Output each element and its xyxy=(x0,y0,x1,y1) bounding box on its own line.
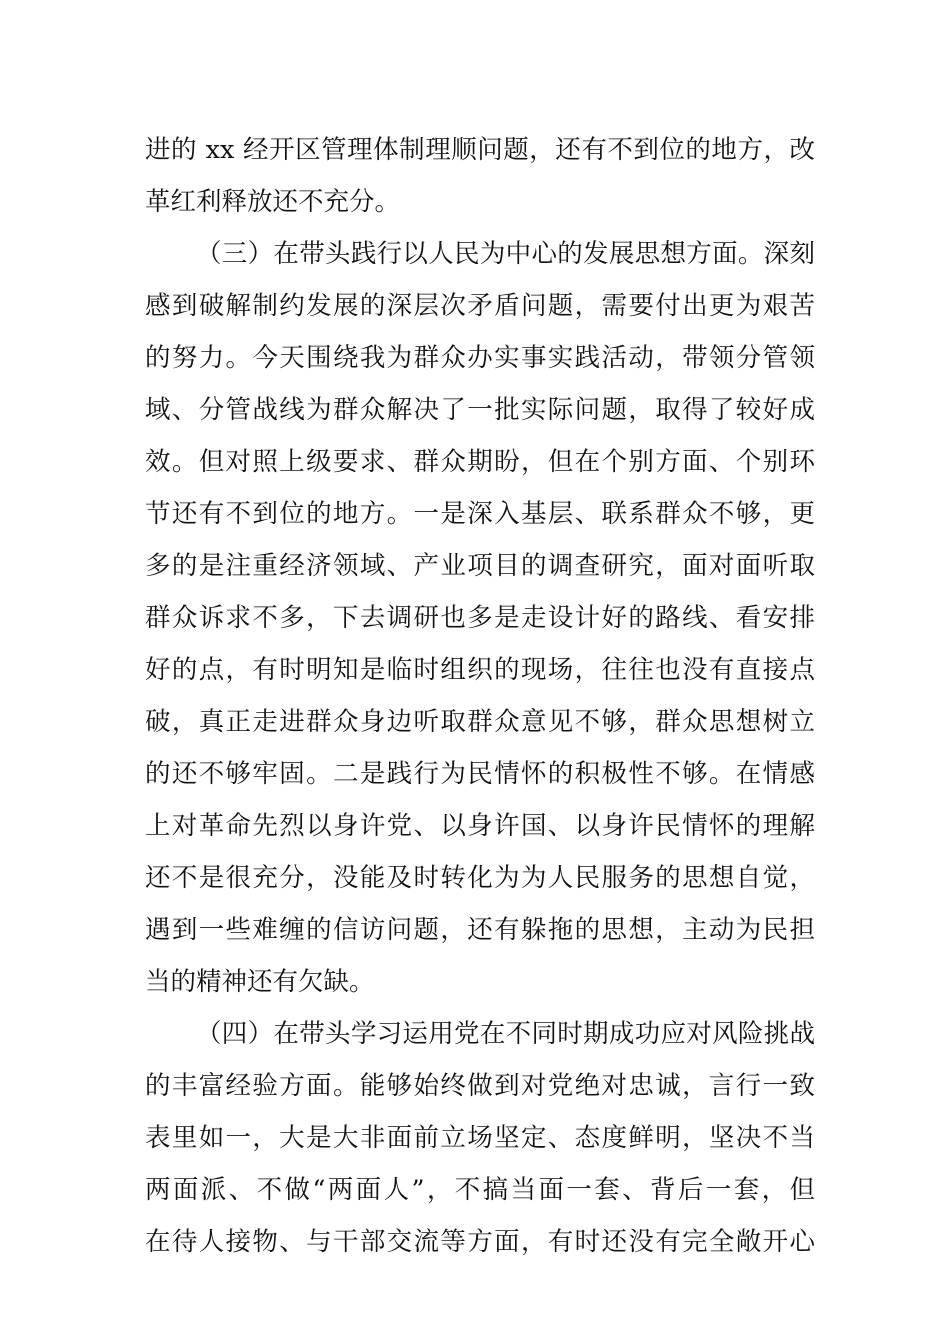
text-line: 多的是注重经济领域、产业项目的调查研究，面对面听取 xyxy=(145,551,815,581)
text-line: 在待人接物、与干部交流等方面，有时还没有完全敞开心 xyxy=(145,1227,815,1257)
text-line: 群众诉求不多，下去调研也多是走设计好的路线、看安排 xyxy=(145,603,815,633)
text-line: 好的点，有时明知是临时组织的现场，往往也没有直接点 xyxy=(145,655,815,685)
text-line: 上对革命先烈以身许党、以身许国、以身许民情怀的理解 xyxy=(145,811,815,841)
text-line: 的还不够牢固。二是践行为民情怀的积极性不够。在情感 xyxy=(145,759,815,789)
text-line: 两面派、不做“两面人”，不搞当面一套、背后一套，但 xyxy=(145,1175,815,1205)
text-line: 遇到一些难缠的信访问题，还有躲拖的思想，主动为民担 xyxy=(145,915,815,945)
text-line: 感到破解制约发展的深层次矛盾问题，需要付出更为艰苦 xyxy=(145,291,815,321)
text-line: （三）在带头践行以人民为中心的发展思想方面。深刻 xyxy=(196,239,815,269)
text-line: 革红利释放还不充分。 xyxy=(145,187,401,217)
text-line: 的丰富经验方面。能够始终做到对党绝对忠诚，言行一致 xyxy=(145,1071,815,1101)
text-line: 的努力。今天围绕我为群众办实事实践活动，带领分管领 xyxy=(145,343,815,373)
text-line: 进的 xx 经开区管理体制理顺问题，还有不到位的地方，改 xyxy=(145,135,815,165)
text-line: 域、分管战线为群众解决了一批实际问题，取得了较好成 xyxy=(145,395,815,425)
text-line: 效。但对照上级要求、群众期盼，但在个别方面、个别环 xyxy=(145,447,815,477)
text-line: 还不是很充分，没能及时转化为为人民服务的思想自觉， xyxy=(145,863,815,893)
text-line: 当的精神还有欠缺。 xyxy=(145,967,375,997)
text-line: 节还有不到位的地方。一是深入基层、联系群众不够，更 xyxy=(145,499,815,529)
text-line: 表里如一，大是大非面前立场坚定、态度鲜明，坚决不当 xyxy=(145,1123,815,1153)
text-line: 破，真正走进群众身边听取群众意见不够，群众思想树立 xyxy=(145,707,815,737)
text-line: （四）在带头学习运用党在不同时期成功应对风险挑战 xyxy=(196,1019,815,1049)
